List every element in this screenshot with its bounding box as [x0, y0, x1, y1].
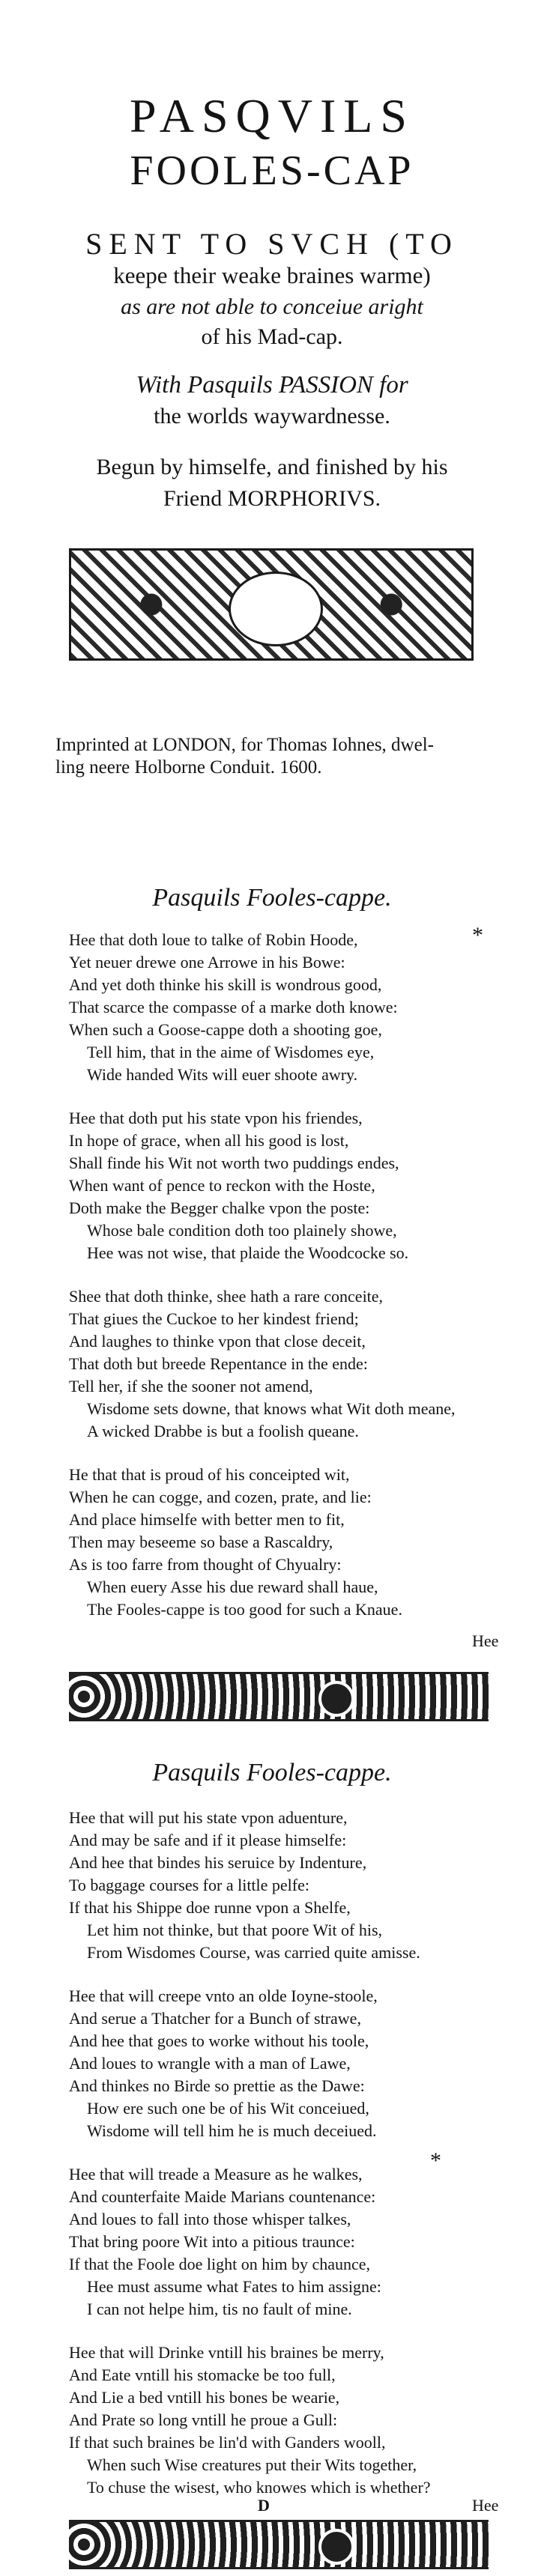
- stanza-line: Tell her, if she the sooner not amend,: [69, 1377, 313, 1395]
- stanza-line: When he can cogge, and cozen, prate, and lie:: [69, 1488, 372, 1506]
- stanza-line: And laughes to thinke vpon that close deceit,: [69, 1332, 366, 1351]
- tailpiece-ornament-icon: [318, 1681, 354, 1717]
- stanza-line: That scarce the compasse of a marke doth knowe:: [69, 998, 398, 1016]
- stanza-line: Doth make the Begger chalke vpon the poste:: [69, 1198, 370, 1217]
- stanza-line: And Lie a bed vntill his bones be wearie,: [69, 2388, 340, 2407]
- stanza-line: Hee was not wise, that plaide the Woodcocke so.: [87, 1243, 409, 1262]
- stanza-line: Wide handed Wits will euer shoote awry.: [87, 1065, 358, 1084]
- stanza-line: I can not helpe him, tis no fault of mine.: [87, 2300, 352, 2318]
- stanza-line: If that the Foole doe light on him by chaunce,: [69, 2255, 371, 2273]
- page-1-heading: Pasquils Fooles-cappe.: [152, 884, 392, 912]
- stanza-line: Hee that doth loue to talke of Robin Hoode,: [69, 930, 358, 949]
- stanza-line: That giues the Cuckoe to her kindest friend;: [69, 1309, 359, 1328]
- imprint-line-2: ling neere Holborne Conduit. 1600.: [55, 757, 322, 778]
- page-1-tailpiece: [69, 1672, 489, 1721]
- stanza-line: If that his Shippe doe runne vpon a Shelfe,: [69, 1898, 351, 1917]
- stanza-line: That doth but breede Repentance in the ende:: [69, 1354, 368, 1373]
- stanza-line: Shall finde his Wit not worth two puddings endes,: [69, 1154, 399, 1172]
- stanza-line: And thinkes no Birde so prettie as the Dawe:: [69, 2076, 365, 2095]
- title-fooles-cap: FOOLES-CAP: [130, 148, 414, 194]
- title-conceiue-line: as are not able to conceiue aright: [121, 294, 423, 319]
- stanza-line: And loues to wrangle with a man of Lawe,: [69, 2054, 351, 2073]
- stanza-line: When euery Asse his due reward shall haue,: [87, 1578, 378, 1596]
- page-1-catchword: Hee: [472, 1631, 499, 1650]
- stanza-line: That bring poore Wit into a pitious traunce:: [69, 2232, 355, 2251]
- stanza-line: Yet neuer drewe one Arrowe in his Bowe:: [69, 953, 345, 972]
- title-with-pasquils: With Pasquils PASSION for: [136, 372, 408, 398]
- stanza-line: Hee that will put his state vpon aduenture,: [69, 1808, 348, 1827]
- tailpiece-ornament-icon: [318, 2529, 354, 2565]
- stanza-line: Wisdome sets downe, that knows what Wit doth meane,: [87, 1399, 456, 1418]
- stanza-line: Hee that doth put his state vpon his friendes,: [69, 1109, 363, 1127]
- stanza-line: A wicked Drabbe is but a foolish queane.: [87, 1422, 359, 1440]
- stanza-line: And serue a Thatcher for a Bunch of strawe,: [69, 2009, 361, 2028]
- title-sent-to-such: SENT TO SVCH (TO: [85, 227, 459, 261]
- stanza-line: Wisdome will tell him he is much deceiued.: [87, 2121, 377, 2140]
- cherub-ornament-icon: [229, 572, 323, 646]
- page-2-margin-star: *: [430, 2148, 441, 2173]
- stanza-line: He that that is proud of his conceipted wit,: [69, 1465, 350, 1484]
- stanza-line: And counterfaite Maide Marians countenance:: [69, 2187, 376, 2206]
- page-1-margin-star: *: [472, 923, 483, 948]
- stanza-line: From Wisdomes Course, was carried quite amisse.: [87, 1943, 420, 1962]
- title-mad-cap-line: of his Mad-cap.: [201, 324, 343, 349]
- title-friend: Friend MORPHORIVS.: [163, 486, 381, 511]
- title-begun-by: Begun by himselfe, and finished by his: [96, 455, 448, 479]
- stanza-line: When such a Goose-cappe doth a shooting goe,: [69, 1020, 382, 1039]
- stanza-line: And Eate vntill his stomacke be too full,: [69, 2366, 336, 2384]
- stanza-line: Hee that will Drinke vntill his braines be merry,: [69, 2343, 384, 2362]
- stanza-line: To baggage courses for a little pelfe:: [69, 1876, 309, 1894]
- stanza-line: The Fooles-cappe is too good for such a Knaue.: [87, 1600, 402, 1619]
- stanza-line: As is too farre from thought of Chyualry:: [69, 1555, 342, 1574]
- stanza-line: In hope of grace, when all his good is lost,: [69, 1131, 349, 1150]
- stanza-line: Then may beseeme so base a Rascaldry,: [69, 1533, 333, 1551]
- stanza-line: And Prate so long vntill he proue a Gull:: [69, 2410, 338, 2429]
- stanza-line: If that such braines be lin'd with Ganders wooll,: [69, 2433, 386, 2452]
- stanza-line: When want of pence to reckon with the Hoste,: [69, 1176, 375, 1195]
- stanza-line: Hee that will treade a Measure as he walkes,: [69, 2165, 363, 2183]
- stanza-line: Let him not thinke, but that poore Wit of his,: [87, 1921, 383, 1939]
- stanza-line: To chuse the wisest, who knowes which is whether?: [87, 2478, 431, 2497]
- stanza-line: And may be safe and if it please himselfe:: [69, 1831, 347, 1849]
- stanza-line: And place himselfe with better men to fit,: [69, 1510, 345, 1529]
- page-2-heading: Pasquils Fooles-cappe.: [152, 1759, 392, 1786]
- title-ornament: [69, 548, 474, 661]
- page-2-catchword: Hee: [472, 2496, 499, 2515]
- title-keepe-line: keepe their weake braines warme): [113, 262, 431, 288]
- title-pasquils: PASQVILS: [130, 89, 414, 142]
- stanza-line: How ere such one be of his Wit conceiued,: [87, 2099, 369, 2118]
- stanza-line: Hee must assume what Fates to him assigne:: [87, 2277, 381, 2296]
- stanza-line: And hee that bindes his seruice by Indenture,: [69, 1853, 367, 1872]
- stanza-line: And loues to fall into those whisper talkes,: [69, 2210, 351, 2228]
- title-waywardnesse: the worlds waywardnesse.: [154, 404, 390, 428]
- stanza-line: And yet doth thinke his skill is wondrous good,: [69, 975, 382, 994]
- stanza-line: When such Wise creatures put their Wits together,: [87, 2455, 417, 2474]
- stanza-line: Shee that doth thinke, shee hath a rare conceite,: [69, 1287, 384, 1306]
- page-2-tailpiece: [69, 2520, 489, 2569]
- stanza-line: Hee that will creepe vnto an olde Ioyne-stoole,: [69, 1986, 378, 2005]
- stanza-line: Whose bale condition doth too plainely showe,: [87, 1221, 397, 1240]
- stanza-line: And hee that goes to worke without his toole,: [69, 2031, 369, 2050]
- signature-mark: D: [258, 2496, 270, 2515]
- stanza-line: Tell him, that in the aime of Wisdomes eye,: [87, 1043, 375, 1061]
- imprint-line-1: Imprinted at LONDON, for Thomas Iohnes, dwel-: [55, 735, 434, 755]
